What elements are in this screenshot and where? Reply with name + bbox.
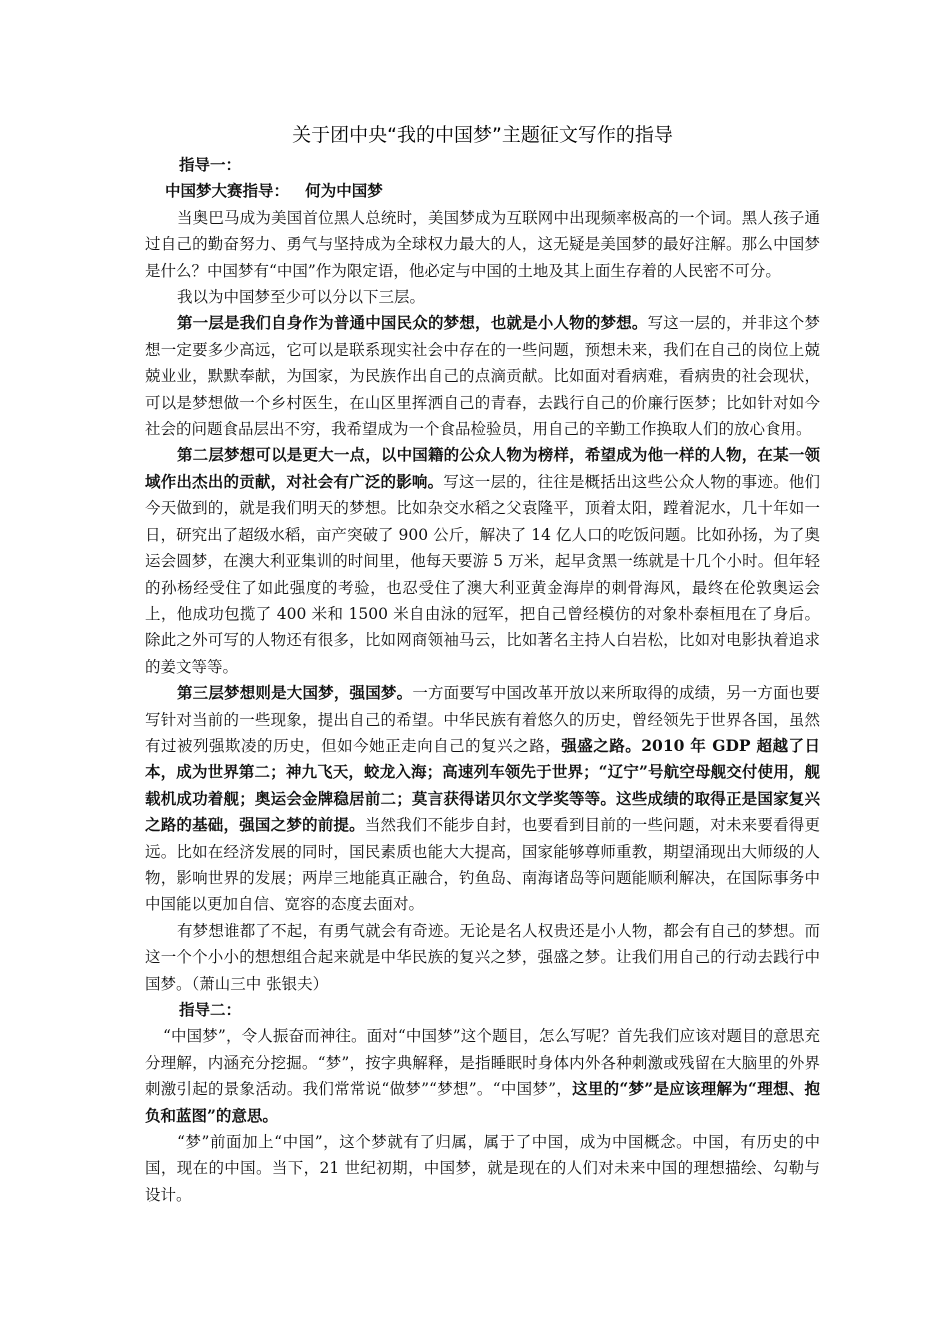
guide-one-heading: 指导一： xyxy=(179,155,242,174)
paragraph-conclusion: 有梦想谁都了不起，有勇气就会有奇迹。无论是名人权贵还是小人物，都会有自己的梦想。而这一个个小小的想想组合起来就是中华民族的复兴之梦，强盛之梦。让我们用自己的行动去践行中国梦。（萧山三中 张银夫） xyxy=(145,921,820,993)
paragraph-layer-three xyxy=(145,680,820,918)
layer-three-bold-achievements: 强盛之路。2010 年 GDP 超越了日本，成为世界第二；神九飞天，蛟龙入海；高速列车领先于世界；“辽宁”号航空母舰交付使用，舰载机成功着舰；奥运会金牌稳居前二；莫言获得诺贝尔文学奖等等。这些成绩的取得正是国家复兴之路的基础，强国之梦的前提。 xyxy=(145,735,820,835)
document-title: 关于团中央“我的中国梦”主题征文写作的指导 xyxy=(292,124,673,146)
layer-three-text-rest: 当然我们不能步自封，也要看到目前的一些问题，对未来要看得更远。比如在经济发展的同时，国民素质也能大大提高，国家能够尊师重教，期望涌现出大师级的人物，影响世界的发展；两岸三地能真正融合，钓鱼岛、南海诸岛等问题能顺利解决，在国际事务中中国能以更加自信、宽容的态度去面对。 xyxy=(145,816,820,914)
section-subtitle: 中国梦大赛指导： 何为中国梦 xyxy=(165,181,383,201)
layer-two-text: 写这一层的，往往是概括出这些公众人物的事迹。他们今天做到的，就是我们明天的梦想。比如杂交水稻之父袁隆平，顶着太阳，蹚着泥水，几十年如一日，研究出了超级水稻，亩产突破了 900 公斤，解决了 14 亿人口的吃饭问题。比如孙扬，为了奥运会圆梦，在澳大利亚集训的时间里，他每天要游 5 万米，起早贪黑一练就是十几个小时。但年轻的孙杨经受住了如此强度的考验，也忍受住了澳大利亚黄金海岸的刺骨海风，最终在伦敦奥运会上，他成功包揽了 400 米和 1500 米自由泳的冠军，把自己曾经模仿的对象朴泰桓甩在了身后。除此之外可写的人物还有很多，比如网商领袖马云，比如著名主持人白岩松，比如对电影执着追求的姜文等等。 xyxy=(145,472,820,676)
layer-two-bold: 第二层梦想可以是更大一点，以中国籍的公众人物为榜样，希望成为他一样的人物，在某一领域作出杰出的贡献，对社会有广泛的影响。 xyxy=(145,445,820,491)
layer-three-text-mid: 一方面要写中国改革开放以来所取得的成绩，另一方面也要写针对当前的一些现象，提出自己的希望。中华民族有着悠久的历史，曾经领先于世界各国，虽然有过被列强欺凌的历史，但如今她正走向自己的复兴之路， xyxy=(145,684,820,755)
guide-two-text: “中国梦”，令人振奋而神往。面对“中国梦”这个题目，怎么写呢？首先我们应该对题目的意思充分理解，内涵充分挖掘。“梦”，按字典解释，是指睡眠时身体内外各种刺激或残留在大脑里的外界刺激引起的景象活动。我们常常说“做梦”“梦想”。“中国梦”， xyxy=(145,1027,820,1099)
paragraph-intro: 当奥巴马成为美国首位黑人总统时，美国梦成为互联网中出现频率极高的一个词。黑人孩子通过自己的勤奋努力、勇气与坚持成为全球权力最大的人，这无疑是美国梦的最好注解。那么中国梦是什么？中国梦有“中国”作为限定语，他必定与中国的土地及其上面生存着的人民密不可分。 xyxy=(145,208,820,280)
layer-one-bold: 第一层是我们自身作为普通中国民众的梦想，也就是小人物的梦想。 xyxy=(177,313,648,333)
layer-three-bold-intro: 第三层梦想则是大国梦，强国梦。 xyxy=(177,683,413,703)
paragraph-china-dream-meaning: “梦”前面加上“中国”，这个梦就有了归属，属于了中国，成为中国概念。中国，有历史的中国，现在的中国。当下，21 世纪初期，中国梦，就是现在的人们对未来中国的理想描绘、勾勒与设计。 xyxy=(145,1133,820,1204)
document-page xyxy=(145,120,820,1208)
layer-one-text: 写这一层的，并非这个梦想一定要多少高远，它可以是联系现实社会中存在的一些问题，预想未来，我们在自己的岗位上兢兢业业，默默奉献，为国家，为民族作出自己的点滴贡献。比如面对看病难，看病贵的社会现状，可以是梦想做一个乡村医生，在山区里挥洒自己的青春，去践行自己的价廉行医梦；比如针对如今社会的问题食品层出不穷，我希望成为一个食品检验员，用自己的辛勤工作换取人们的放心食用。 xyxy=(145,314,820,439)
paragraph-guide-two-intro xyxy=(145,1023,820,1129)
guide-two-heading: 指导二： xyxy=(179,1000,242,1019)
paragraph-layer-two xyxy=(145,442,820,680)
paragraph-three-layers: 我以为中国梦至少可以分以下三层。 xyxy=(177,288,426,307)
guide-two-bold: 这里的“梦”是应该理解为“理想、抱负和蓝图”的意思。 xyxy=(145,1079,821,1125)
paragraph-layer-one xyxy=(145,310,820,442)
